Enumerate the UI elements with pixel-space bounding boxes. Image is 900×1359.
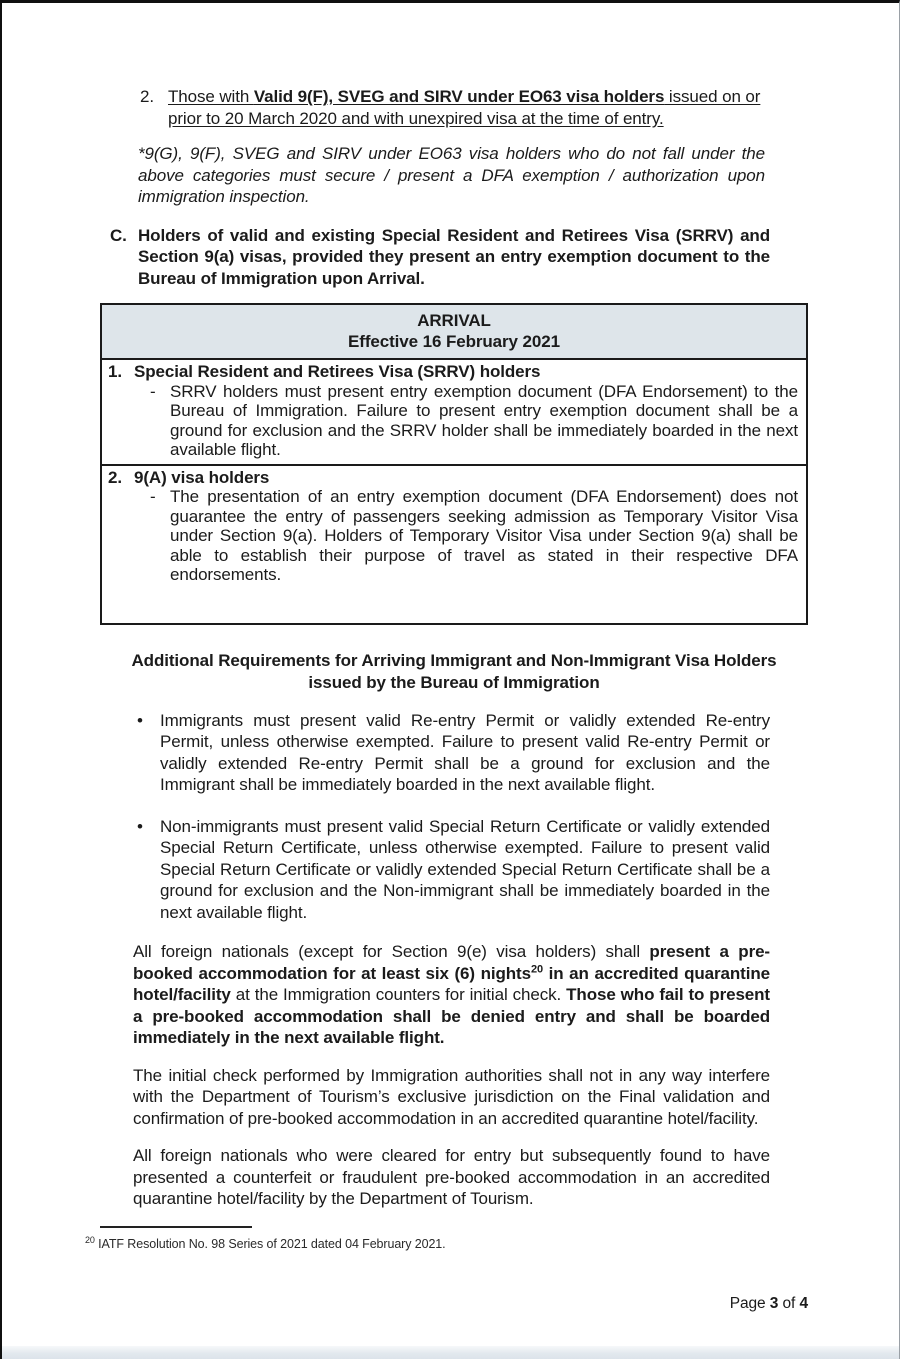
footnote-20-text: IATF Resolution No. 98 Series of 2021 dated 04 February 2021. [94, 1236, 446, 1251]
list-item-2-text [168, 86, 770, 129]
table-row-9a [102, 466, 806, 623]
bullet-immigrants [137, 710, 770, 796]
table-row-srrv-text: SRRV holders must present entry exemption document (DFA Endorsement) to the Bureau of Immigration. Failure to present entry exemption document shall be a ground for exclusion and the SRRV holder shall be immediately boarded in the next available flight. [170, 381, 798, 459]
arrival-table-effective-date: Effective 16 February 2021 [348, 331, 560, 351]
list-item-2-text-before: Those with [168, 87, 254, 106]
table-row-9a-heading: 9(A) visa holders [134, 467, 270, 487]
footnote-20 [85, 1232, 808, 1252]
footnote-reference-20: 20 [530, 962, 544, 975]
footnote-divider [100, 1226, 252, 1228]
list-item-c [110, 225, 770, 290]
prebooked-text-bold-2: Those who fail to present a pre-booked accommodation shall be denied entry and shall be boarded immediately in the next available flight. [133, 985, 770, 1047]
additional-requirements-heading: Additional Requirements for Arriving Immigrant and Non-Immigrant Visa Holders issued by the Bureau of Immigration [131, 650, 777, 692]
table-row-srrv-number: 1. [108, 362, 122, 381]
bullet-icon: • [137, 710, 143, 730]
dash-marker: - [150, 487, 156, 506]
paragraph-counterfeit: All foreign nationals who were cleared for entry but subsequently found to have presented a counterfeit or fraudulent pre-booked accommodation in an accredited quarantine hotel/facility by the Department of Tourism. [133, 1146, 770, 1208]
paragraph-initial-check: The initial check performed by Immigration authorities shall not in any way interfere with the Department of Tourism’s exclusive jurisdiction on the Final validation and confirmation of pre-booked accommodation in an accredited quarantine hotel/facility. [133, 1065, 770, 1128]
page-number [100, 1272, 808, 1337]
table-row-srrv-heading: Special Resident and Retirees Visa (SRRV) holders [134, 362, 541, 381]
paragraph-prebooked-accommodation [133, 941, 770, 1049]
asterisk-note: *9(G), 9(F), SVEG and SIRV under EO63 visa holders who do not fall under the above categories must secure / present a DFA exemption / authorization upon immigration inspection. [138, 144, 765, 206]
bullet-immigrants-text: Immigrants must present valid Re-entry Permit or validly extended Re-entry Permit, unless otherwise exempted. Failure to present valid Re-entry Permit or validly extended Re-entry Permit shall be a ground for exclusion and the Immigrant shall be immediately boarded in the next available flight. [160, 710, 770, 794]
table-row-9a-number: 2. [108, 467, 122, 487]
list-item-c-text: Holders of valid and existing Special Resident and Retirees Visa (SRRV) and Section 9(a) visas, provided they present an entry exemption document to the Bureau of Immigration upon Arrival. [138, 225, 770, 288]
prebooked-bold-span-2: in an accredited quarantine hotel/facility [133, 963, 771, 1004]
list-item-c-letter: C. [110, 225, 127, 245]
prebooked-text-2: at the Immigration counters for initial check. [230, 985, 567, 1004]
bullet-non-immigrants-text: Non-immigrants must present valid Special Return Certificate or validly extended Special Return Certificate, unless otherwise exempted. Failure to present valid Special Return Certificate or validly extended Special Return Certificate shall be a ground for exclusion and the Non-immigrant shall be immediately boarded in the next available flight. [160, 816, 770, 922]
arrival-table [100, 303, 808, 625]
bullet-icon: • [137, 816, 143, 836]
bullet-non-immigrants [137, 816, 770, 924]
prebooked-text-1: All foreign nationals (except for Section 9(e) visa holders) shall [133, 942, 650, 961]
list-item-2-text-bold: Valid 9(F), SVEG and SIRV under EO63 visa holders [253, 87, 665, 106]
dash-marker: - [150, 381, 156, 401]
table-row-9a-detail [150, 487, 798, 585]
prebooked-bold-span: present a pre-booked accommodation for at least six (6) nights [133, 942, 770, 983]
page-number-current: 3 [769, 1295, 779, 1313]
arrival-table-header [102, 305, 806, 360]
table-row-9a-text: The presentation of an entry exemption document (DFA Endorsement) does not guarantee the entry of passengers seeking admission as Temporary Visitor Visa under Section 9(a). Holders of Temporary Visitor Visa under Section 9(a) shall be able to establish their purpose of travel as stated in their respective DFA endorsements. [170, 487, 798, 584]
page-number-total: 4 [799, 1295, 808, 1313]
arrival-table-title: ARRIVAL [417, 311, 491, 330]
table-row-srrv-detail [150, 382, 798, 460]
list-item-2 [140, 86, 808, 129]
page-number-prefix: Page [729, 1295, 770, 1313]
footnote-20-marker: 20 [85, 1234, 95, 1245]
table-row-srrv-title [108, 362, 798, 382]
next-page-scan-edge [0, 1346, 900, 1359]
list-item-2-text-after: issued on or prior to 20 March 2020 and with unexpired visa at the time of entry. [168, 87, 761, 128]
page-number-middle: of [778, 1295, 800, 1313]
list-item-2-number: 2. [140, 87, 154, 106]
table-row-srrv [102, 360, 806, 466]
table-row-9a-title [108, 468, 798, 488]
